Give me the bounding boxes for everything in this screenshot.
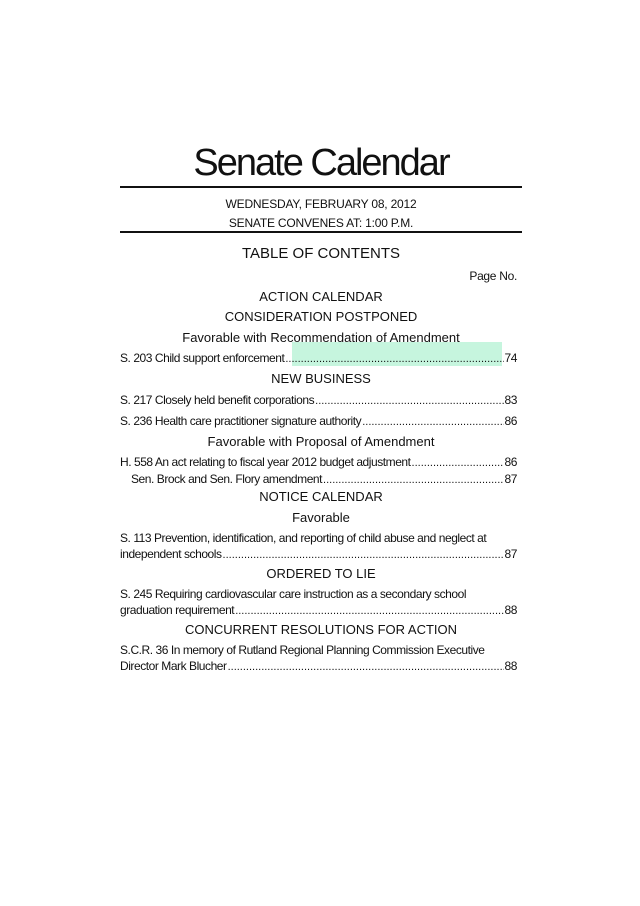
toc-subentry-amendment[interactable]	[120, 471, 517, 488]
convenes-time: SENATE CONVENES AT: 1:00 P.M.	[228, 216, 414, 230]
toc-entry-s203[interactable]	[120, 350, 517, 367]
toc-entry-s217[interactable]	[120, 392, 517, 409]
title-rule	[120, 186, 522, 188]
section-favorable-recommendation: Favorable with Recommendation of Amendment	[182, 330, 460, 345]
entry-title-line1: S.C.R. 36 In memory of Rutland Regional Planning Commission Executive	[120, 643, 485, 657]
toc-entry-s245[interactable]	[120, 586, 517, 619]
toc-entry-h558[interactable]	[120, 454, 517, 488]
dot-leader	[235, 603, 503, 619]
toc-entry-s113[interactable]	[120, 530, 517, 563]
entry-page: 87	[504, 472, 517, 486]
entry-page: 88	[504, 659, 517, 673]
entry-title: S. 236 Health care practitioner signature authority	[120, 414, 362, 428]
section-ordered-to-lie: ORDERED TO LIE	[266, 566, 376, 581]
dot-leader	[228, 659, 504, 675]
header-rule	[120, 231, 522, 233]
entry-page: 88	[504, 603, 517, 617]
toc-entry-scr36[interactable]	[120, 642, 517, 675]
dot-leader	[323, 472, 504, 488]
entry-title-line2: Director Mark Blucher	[120, 659, 227, 673]
entry-title: Sen. Brock and Sen. Flory amendment	[131, 472, 323, 486]
entry-page: 83	[504, 393, 517, 407]
entry-title: S. 217 Closely held benefit corporations	[120, 393, 315, 407]
dot-leader	[315, 393, 503, 409]
toc-heading: TABLE OF CONTENTS	[241, 245, 401, 262]
page-title: Senate Calendar	[193, 142, 449, 184]
entry-page: 86	[504, 414, 517, 428]
toc-entry-s236[interactable]	[120, 413, 517, 430]
entry-page: 86	[504, 455, 517, 469]
dot-leader	[362, 414, 503, 430]
dot-leader	[285, 351, 503, 367]
entry-title-line1: S. 245 Requiring cardiovascular care instruction as a secondary school	[120, 587, 467, 601]
section-action-calendar: ACTION CALENDAR	[259, 289, 383, 304]
entry-title-line1: S. 113 Prevention, identification, and reporting of child abuse and neglect at	[120, 531, 487, 545]
section-concurrent-resolutions: CONCURRENT RESOLUTIONS FOR ACTION	[184, 622, 458, 637]
dot-leader	[223, 547, 504, 563]
dot-leader	[412, 455, 504, 471]
section-notice-calendar: NOTICE CALENDAR	[259, 489, 383, 504]
entry-title-line2: independent schools	[120, 547, 222, 561]
section-new-business: NEW BUSINESS	[271, 371, 371, 386]
entry-title: S. 203 Child support enforcement	[120, 351, 285, 365]
section-consideration-postponed: CONSIDERATION POSTPONED	[224, 309, 418, 324]
entry-page: 74	[504, 351, 517, 365]
section-favorable: Favorable	[292, 510, 350, 525]
entry-title-line2: graduation requirement	[120, 603, 235, 617]
page-no-label: Page No.	[469, 269, 517, 283]
entry-title: H. 558 An act relating to fiscal year 2012 budget adjustment	[120, 455, 411, 469]
entry-page: 87	[504, 547, 517, 561]
session-date: WEDNESDAY, FEBRUARY 08, 2012	[225, 197, 417, 211]
section-favorable-proposal: Favorable with Proposal of Amendment	[207, 434, 435, 449]
